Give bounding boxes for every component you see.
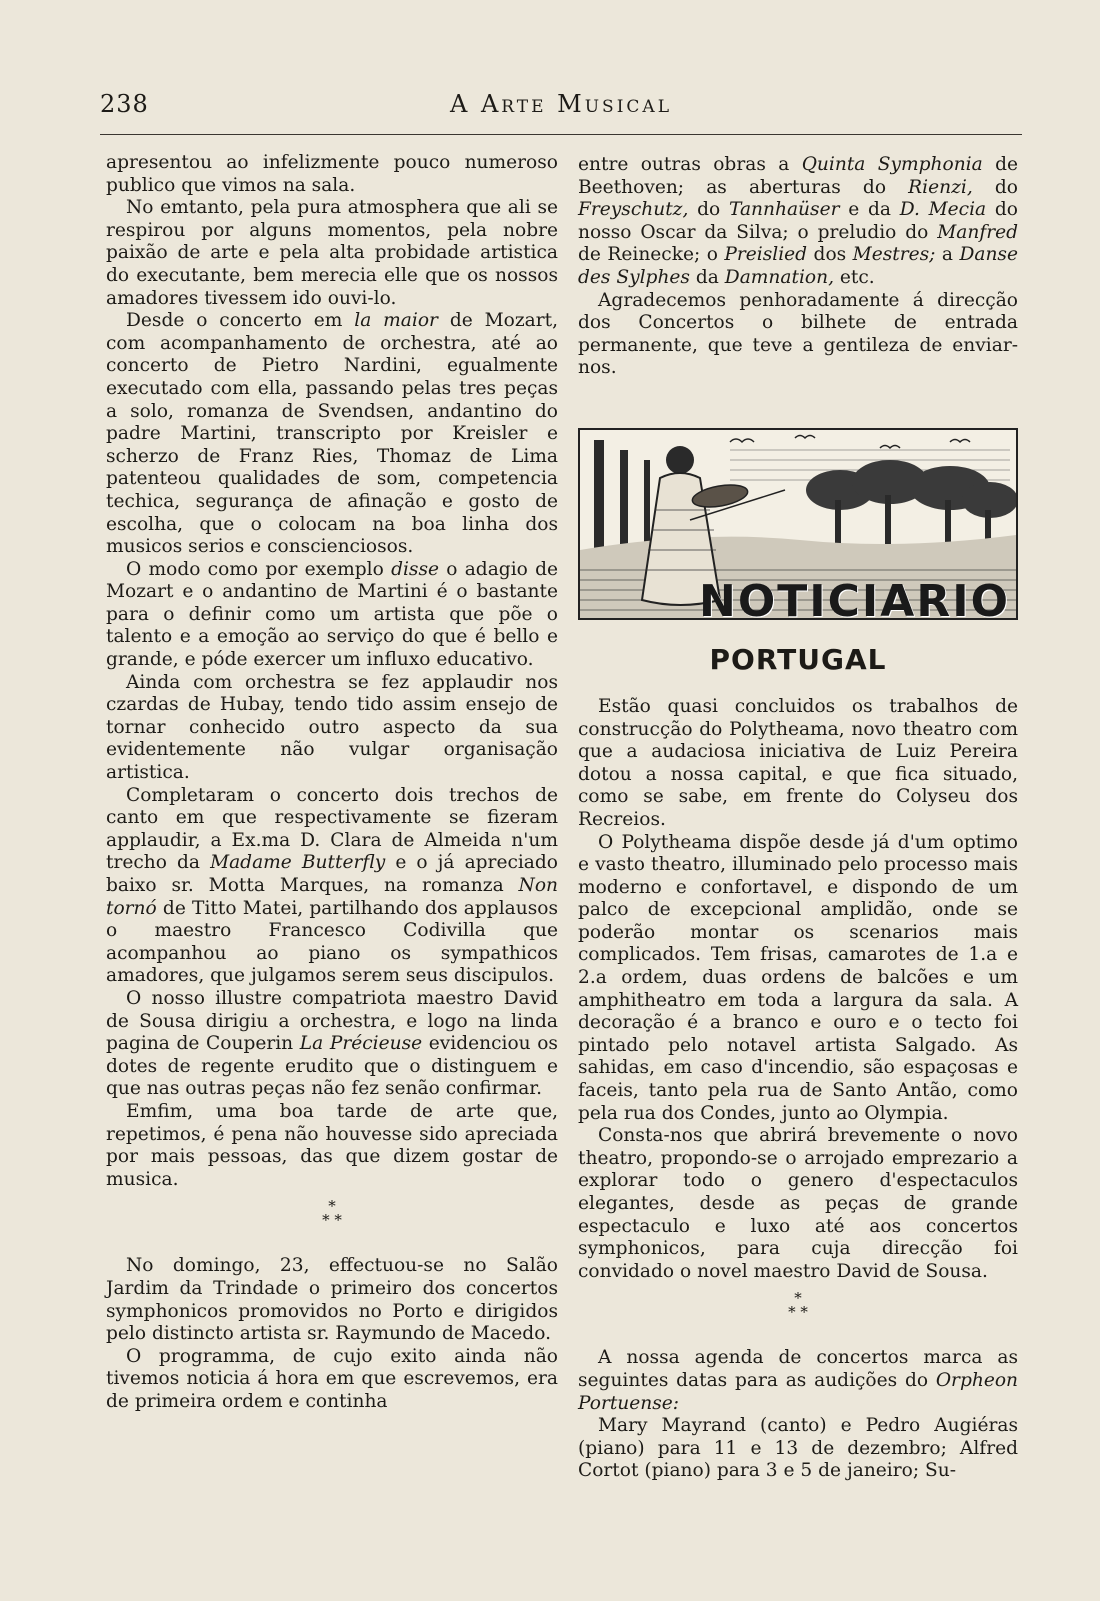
section-heading: PORTUGAL (709, 642, 887, 676)
left-column (106, 152, 558, 1413)
paragraph: O Polytheama dispõe desde já d'um optimo e vasto theatro, illuminado pelo processo mais moderno e confortavel, e dispondo de um palco de excepcional amplidão, onde se poderão montar os scenarios mais complicados. Tem frisas, camarotes de 1.a e 2.a ordem, duas ordens de balcões e um amphitheatro em toda a largura da sala. A decoração é a branco e ouro e o tecto foi pintado pelo notavel artista Salgado. As sahidas, em caso d'incendio, são espaçosas e faceis, tanto pela rua de Santo Antão, como pela rua dos Condes, junto ao Olympia. (578, 831, 1018, 1124)
page-header (100, 90, 1022, 130)
paragraph: Emfim, uma boa tarde de arte que, repetimos, é pena não houvesse sido apreciada por mais pessoas, das que dizem gostar de musica. (106, 1100, 558, 1190)
paragraph: Consta-nos que abrirá brevemente o novo theatro, propondo-se o arrojado emprezario a explorar todo o genero d'espectaculos elegantes, desde as peças de grande espectaculo e luxo até aos concertos symphonicos, para cuja direcção foi convidado o novel maestro David de Sousa. (578, 1125, 1018, 1282)
journal-title: A Arte Musical (449, 90, 672, 118)
italic-title: la maior (354, 310, 438, 332)
paragraph: Completaram o concerto dois trechos de canto em que respectivamente se fizeram applaudir, a Ex.ma D. Clara de Almeida n'um trecho da Madame Butterfly e o já apreciado baixo sr. Motta Marques, na romanza Non tornó de Titto Matei, partilhando dos applausos o maestro Francesco Codivilla que acompanhou ao piano os sympathicos amadores, que julgamos serem seus discipulos. (106, 784, 558, 987)
paragraph: O programma, de cujo exito ainda não tivemos noticia á hora em que escrevemos, era de primeira ordem e continha (106, 1345, 558, 1412)
italic-title: La Précieuse (299, 1033, 423, 1055)
paragraph: entre outras obras a Quinta Symphonia de Beethoven; as aberturas do Rienzi, do Freyschutz, do Tannhaüser e da D. Mecia do nosso Oscar da Silva; o preludio do Manfred de Reinecke; o Preislied dos Mestres; a Danse des Sylphes da Damnation, etc. (578, 154, 1018, 288)
paragraph: Mary Mayrand (canto) e Pedro Augiéras (piano) para 11 e 13 de dezembro; Alfred Cortot (piano) para 3 e 5 de janeiro; Su- (578, 1415, 1018, 1482)
header-rule (100, 134, 1022, 135)
right-column (578, 154, 1018, 1483)
italic-title: Orpheon Portuense: (578, 1369, 1018, 1414)
italic-title: disse (391, 558, 439, 580)
paragraph: Estão quasi concluidos os trabalhos de construcção do Polytheama, novo theatro com que a audaciosa iniciativa de Luiz Pereira dotou a nossa capital, e que fica situado, como se sabe, em frente do Colyseu dos Recreios. (578, 695, 1018, 830)
paragraph: Agradecemos penhoradamente á direcção dos Concertos o bilhete de entrada permanente, que teve a gentileza de enviar-nos. (578, 289, 1018, 379)
paragraph: A nossa agenda de concertos marca as seguintes datas para as audições do Orpheon Portuense: (578, 1347, 1018, 1414)
section-divider-stars: * * * (788, 1289, 808, 1322)
paragraph: apresentou ao infelizmente pouco numeroso publico que vimos na sala. (106, 152, 558, 196)
italic-title: Non tornó (106, 875, 558, 919)
paragraph: O modo como por exemplo disse o adagio de Mozart e o andantino de Martini é o bastante para o definir como um artista que põe o talento e a emoção ao serviço do que é bello e grande, e póde exercer um influxo educativo. (106, 558, 558, 671)
noticiario-illustration (578, 428, 1018, 620)
paragraph: Ainda com orchestra se fez applaudir nos czardas de Hubay, tendo tido assim ensejo de tornar conhecido outro aspecto da sua evidentemente não vulgar organisação artistica. (106, 671, 558, 784)
paragraph: O nosso illustre compatriota maestro David de Sousa dirigiu a orchestra, e logo na linda pagina de Couperin La Précieuse evidenciou os dotes de regente erudito que o distinguem e que nas outras peças não fez senão confirmar. (106, 987, 558, 1100)
paragraph: No domingo, 23, effectuou-se no Salão Jardim da Trindade o primeiro dos concertos symphonicos promovidos no Porto e dirigidos pelo distincto artista sr. Raymundo de Macedo. (106, 1255, 558, 1345)
banner-title: NOTICIARIO (699, 576, 1010, 620)
paragraph: Desde o concerto em la maior de Mozart, com acompanhamento de orchestra, até ao concerto de Pietro Nardini, egualmente executado com ella, passando pelas tres peças a solo, romanza de Svendsen, andantino do padre Martini, transcripto por Kreisler e scherzo de Franz Ries, Thomaz de Lima patenteou qualidades de som, competencia techica, segurança de afinação e gosto de escolha, que o colocam na boa linha dos musicos serios e conscienciosos. (106, 310, 558, 558)
italic-title: Madame Butterfly (210, 852, 386, 874)
section-divider-stars: * * * (322, 1197, 342, 1230)
paragraph: No emtanto, pela pura atmosphera que ali se respirou por alguns momentos, pela nobre paixão de arte e pela alta probidade artistica do executante, bem merecia elle que os nossos amadores tivessem ido ouvi-lo. (106, 197, 558, 309)
page-number: 238 (100, 90, 149, 118)
